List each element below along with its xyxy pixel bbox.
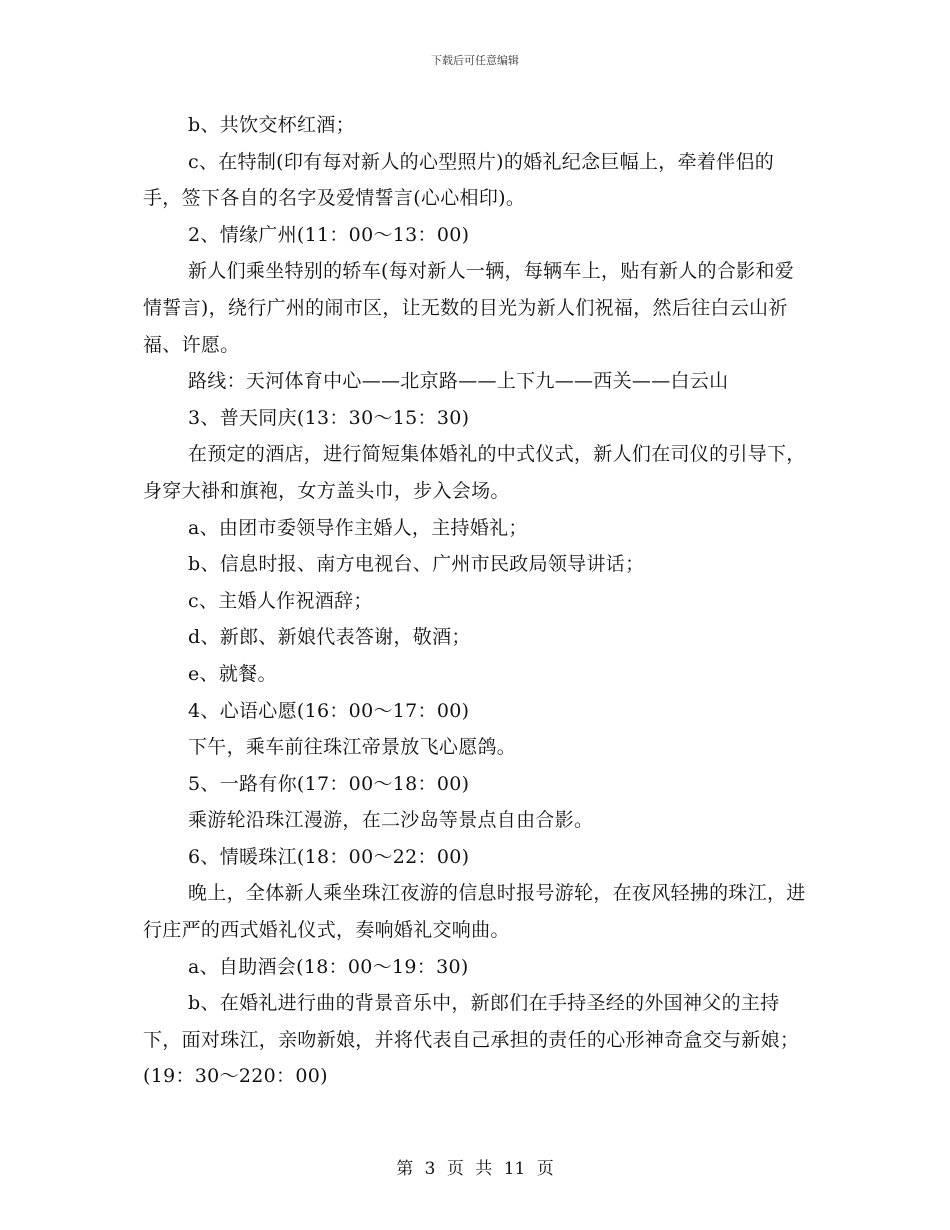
section-heading: 3、普天同庆(13：30～15：30) [188, 406, 470, 429]
list-item: b、信息时报、南方电视台、广州市民政局领导讲话； [188, 553, 645, 576]
list-item: a、由团市委领导作主婚人，主持婚礼； [188, 516, 528, 539]
paragraph: b、共饮交杯红酒； [188, 114, 355, 136]
document-body [143, 107, 808, 1095]
section-heading: 4、心语心愿(16：00～17：00) [188, 699, 470, 722]
paragraph: c、在特制(印有每对新人的心型照片)的婚礼纪念巨幅上，牵着伴侣的手，签下各自的名字及爱情誓言(心心相印)。 [143, 150, 775, 210]
paragraph: 在预定的酒店，进行简短集体婚礼的中式仪式，新人们在司仪的引导下，身穿大褂和旗袍，女方盖头巾，步入会场。 [143, 443, 806, 502]
section-heading: 2、情缘广州(11：00～13：00) [188, 223, 470, 246]
list-item: b、在婚礼进行曲的背景音乐中，新郎们在手持圣经的外国神父的主持下，面对珠江，亲吻新娘，并将代表自己承担的责任的心形神奇盒交与新娘；(19：30～220：00) [143, 992, 800, 1088]
paragraph: 乘游轮沿珠江漫游，在二沙岛等景点自由合影。 [188, 809, 594, 832]
section-heading: 6、情暖珠江(18：00～22：00) [188, 845, 470, 868]
paragraph: 新人们乘坐特别的轿车(每对新人一辆，每辆车上，贴有新人的合影和爱情誓言)，绕行广州的闹市区，让无数的目光为新人们祝福，然后往白云山祈福、许愿。 [143, 260, 795, 356]
list-item: c、主婚人作祝酒辞； [188, 589, 373, 612]
list-item: a、自助酒会(18：00～19：30) [188, 955, 469, 978]
list-item: d、新郎、新娘代表答谢，敬酒； [188, 626, 471, 649]
paragraph: 路线：天河体育中心——北京路——上下九——西关——白云山 [188, 370, 729, 393]
paragraph: 晚上，全体新人乘坐珠江夜游的信息时报号游轮，在夜风轻拂的珠江，进行庄严的西式婚礼仪式，奏响婚礼交响曲。 [143, 882, 806, 942]
page-header-note: 下载后可任意编辑 [431, 54, 519, 67]
list-item: e、就餐。 [188, 662, 277, 685]
section-heading: 5、一路有你(17：00～18：00) [188, 772, 470, 795]
paragraph: 下午，乘车前往珠江帝景放飞心愿鸽。 [188, 736, 517, 759]
page-number-footer: 第 3 页 共 11 页 [396, 1159, 554, 1179]
